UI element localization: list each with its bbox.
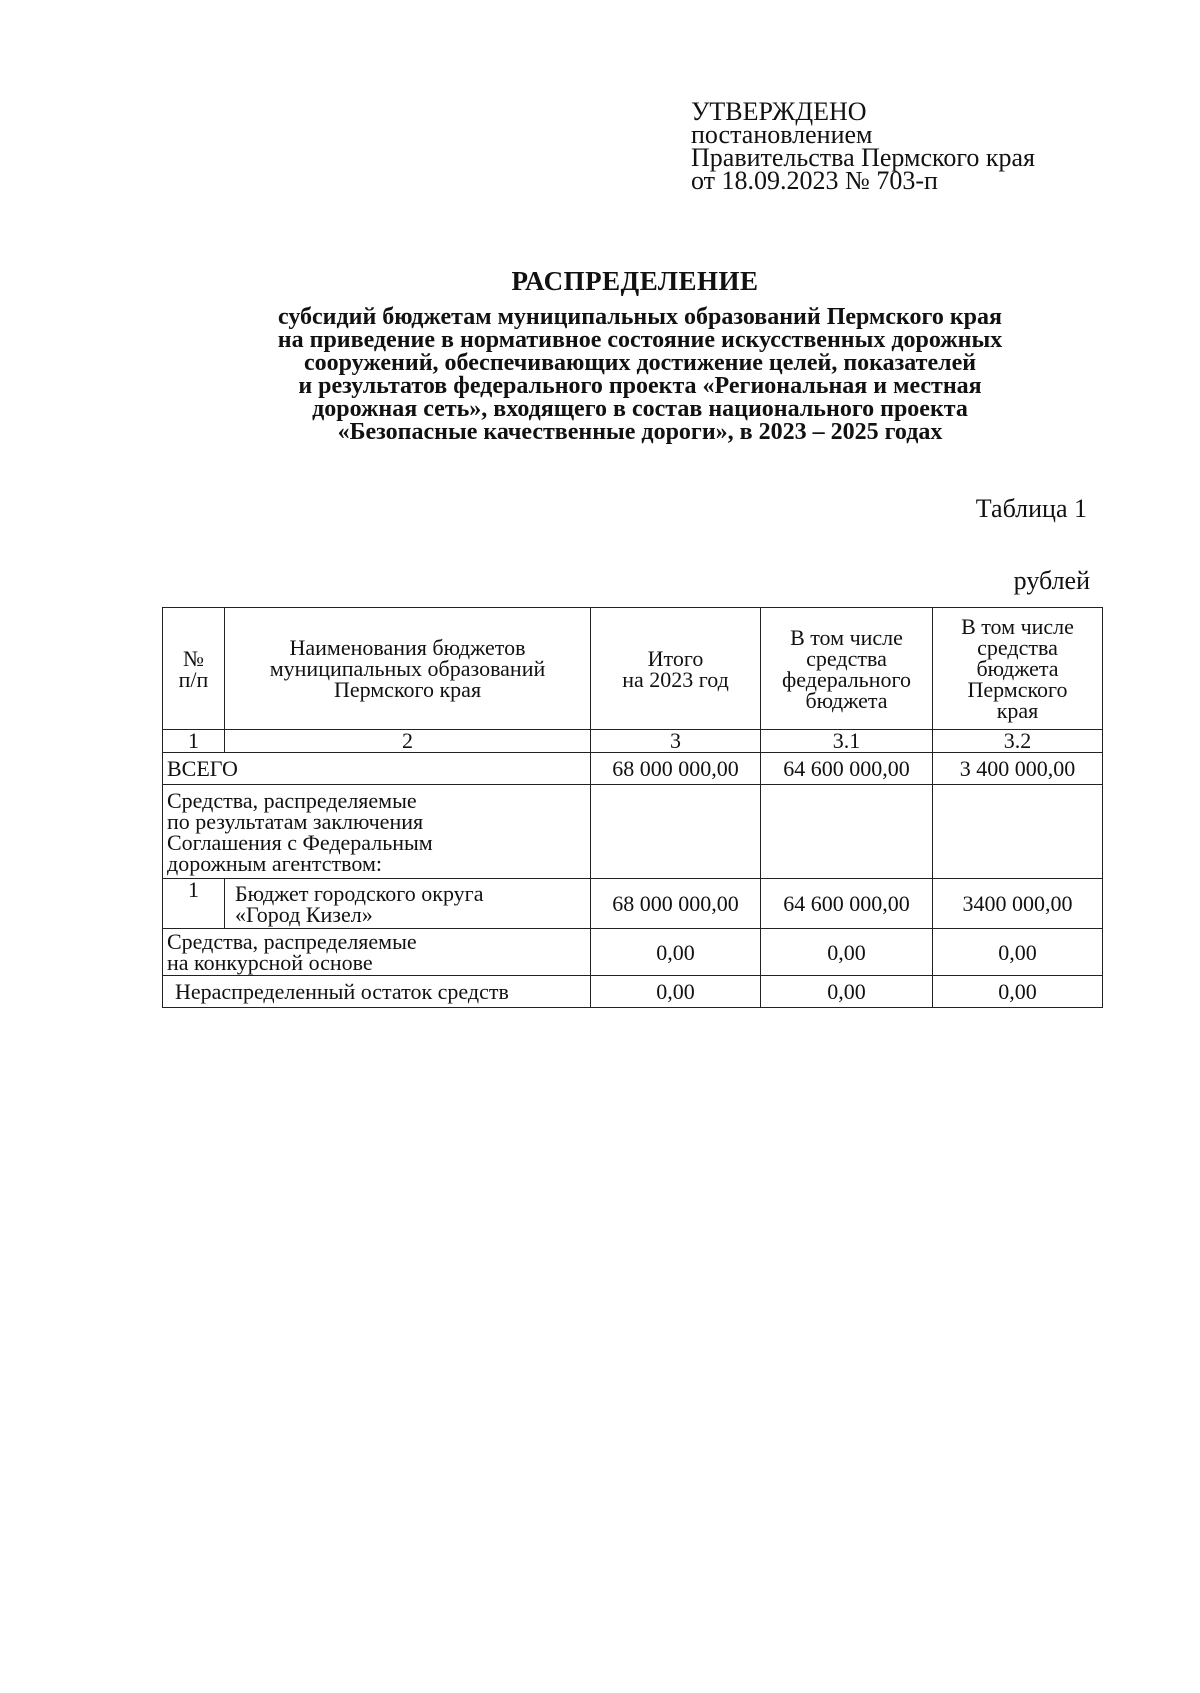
column-number: 2 [225, 730, 591, 753]
contest-itogo: 0,00 [591, 929, 761, 976]
header-text: муниципальных образований [269, 656, 546, 681]
units-label: рублей [1013, 566, 1090, 595]
header-text: края [996, 698, 1039, 723]
row-number: 1 [163, 879, 225, 929]
contest-label-line: Средства, распределяемые [167, 929, 417, 954]
remainder-regional: 0,00 [933, 976, 1103, 1008]
section-label-line: дорожным агентством: [167, 850, 382, 876]
subtitle-line: субсидий бюджетам муниципальных образований Пермского края [278, 304, 1002, 330]
header-text: средства [806, 645, 887, 671]
header-text: бюджета [805, 687, 888, 713]
contest-federal: 0,00 [761, 929, 933, 976]
header-regional-funds [933, 608, 1103, 730]
distributed-section-label [163, 785, 591, 879]
table-row [163, 879, 1103, 929]
header-text: п/п [178, 666, 209, 692]
approval-line-4: от 18.09.2023 № 703-п [691, 166, 938, 195]
budget-name-line: Бюджет городского округа [235, 880, 484, 906]
budget-name-line: «Город Кизел» [235, 901, 373, 927]
remainder-row [163, 976, 1103, 1008]
subtitle-line: дорожная сеть», входящего в состав национального проекта [312, 396, 968, 422]
row-itogo: 68 000 000,00 [591, 879, 761, 929]
row-regional: 3400 000,00 [933, 879, 1103, 929]
header-total-2023 [591, 608, 761, 730]
table-number-label: Таблица 1 [975, 494, 1087, 523]
column-number-row [163, 730, 1103, 753]
total-itogo: 68 000 000,00 [591, 753, 761, 785]
subtitle-line: и результатов федерального проекта «Региональная и местная [298, 373, 982, 399]
header-text: В том числе [961, 614, 1074, 639]
distributed-section-row [163, 785, 1103, 879]
header-text: средства [977, 635, 1058, 660]
budget-name [225, 879, 591, 929]
column-number: 1 [163, 730, 225, 753]
approval-line-3: Правительства Пермского края [691, 143, 1035, 172]
header-text: на 2023 год [622, 666, 729, 692]
section-label-line: Соглашения с Федеральным [167, 829, 433, 855]
remainder-label: Нераспределенный остаток средств [163, 976, 591, 1008]
header-text: бюджета [976, 656, 1059, 681]
contest-regional: 0,00 [933, 929, 1103, 976]
subtitle-line: на приведение в нормативное состояние искусственных дорожных [277, 327, 1003, 353]
total-regional: 3 400 000,00 [933, 753, 1103, 785]
approval-line-1: УТВЕРЖДЕНО [691, 97, 867, 126]
subtitle-line: «Безопасные качественные дороги», в 2023 – 2025 годах [337, 419, 943, 445]
table-header-row [163, 608, 1103, 730]
distribution-table [162, 607, 1103, 1008]
header-text: Пермского края [333, 677, 482, 702]
document-title: РАСПРЕДЕЛЕНИЕ [511, 266, 759, 296]
empty-cell [761, 785, 933, 879]
header-text: Наименования бюджетов [289, 635, 526, 660]
total-row [163, 753, 1103, 785]
section-label-line: по результатам заключения [167, 808, 424, 834]
contest-label-line: на конкурсной основе [167, 950, 373, 975]
total-label: ВСЕГО [163, 753, 591, 785]
header-federal-funds [761, 608, 933, 730]
contest-row [163, 929, 1103, 976]
header-text: № [183, 645, 204, 671]
header-text: федерального [782, 666, 911, 692]
subtitle-line: сооружений, обеспечивающих достижение целей, показателей [303, 350, 977, 376]
empty-cell [933, 785, 1103, 879]
column-number: 3.1 [761, 730, 933, 753]
remainder-federal: 0,00 [761, 976, 933, 1008]
header-text: Итого [647, 645, 704, 671]
section-label-line: Средства, распределяемые [167, 787, 417, 813]
empty-cell [591, 785, 761, 879]
header-number [163, 608, 225, 730]
row-federal: 64 600 000,00 [761, 879, 933, 929]
header-text: В том числе [790, 624, 903, 650]
header-budget-names [225, 608, 591, 730]
contest-label [163, 929, 591, 976]
approval-line-2: постановлением [691, 120, 873, 149]
total-federal: 64 600 000,00 [761, 753, 933, 785]
approval-stamp [691, 97, 1035, 195]
document-subtitle [180, 306, 1100, 444]
column-number: 3.2 [933, 730, 1103, 753]
column-number: 3 [591, 730, 761, 753]
remainder-itogo: 0,00 [591, 976, 761, 1008]
header-text: Пермского [967, 677, 1068, 702]
